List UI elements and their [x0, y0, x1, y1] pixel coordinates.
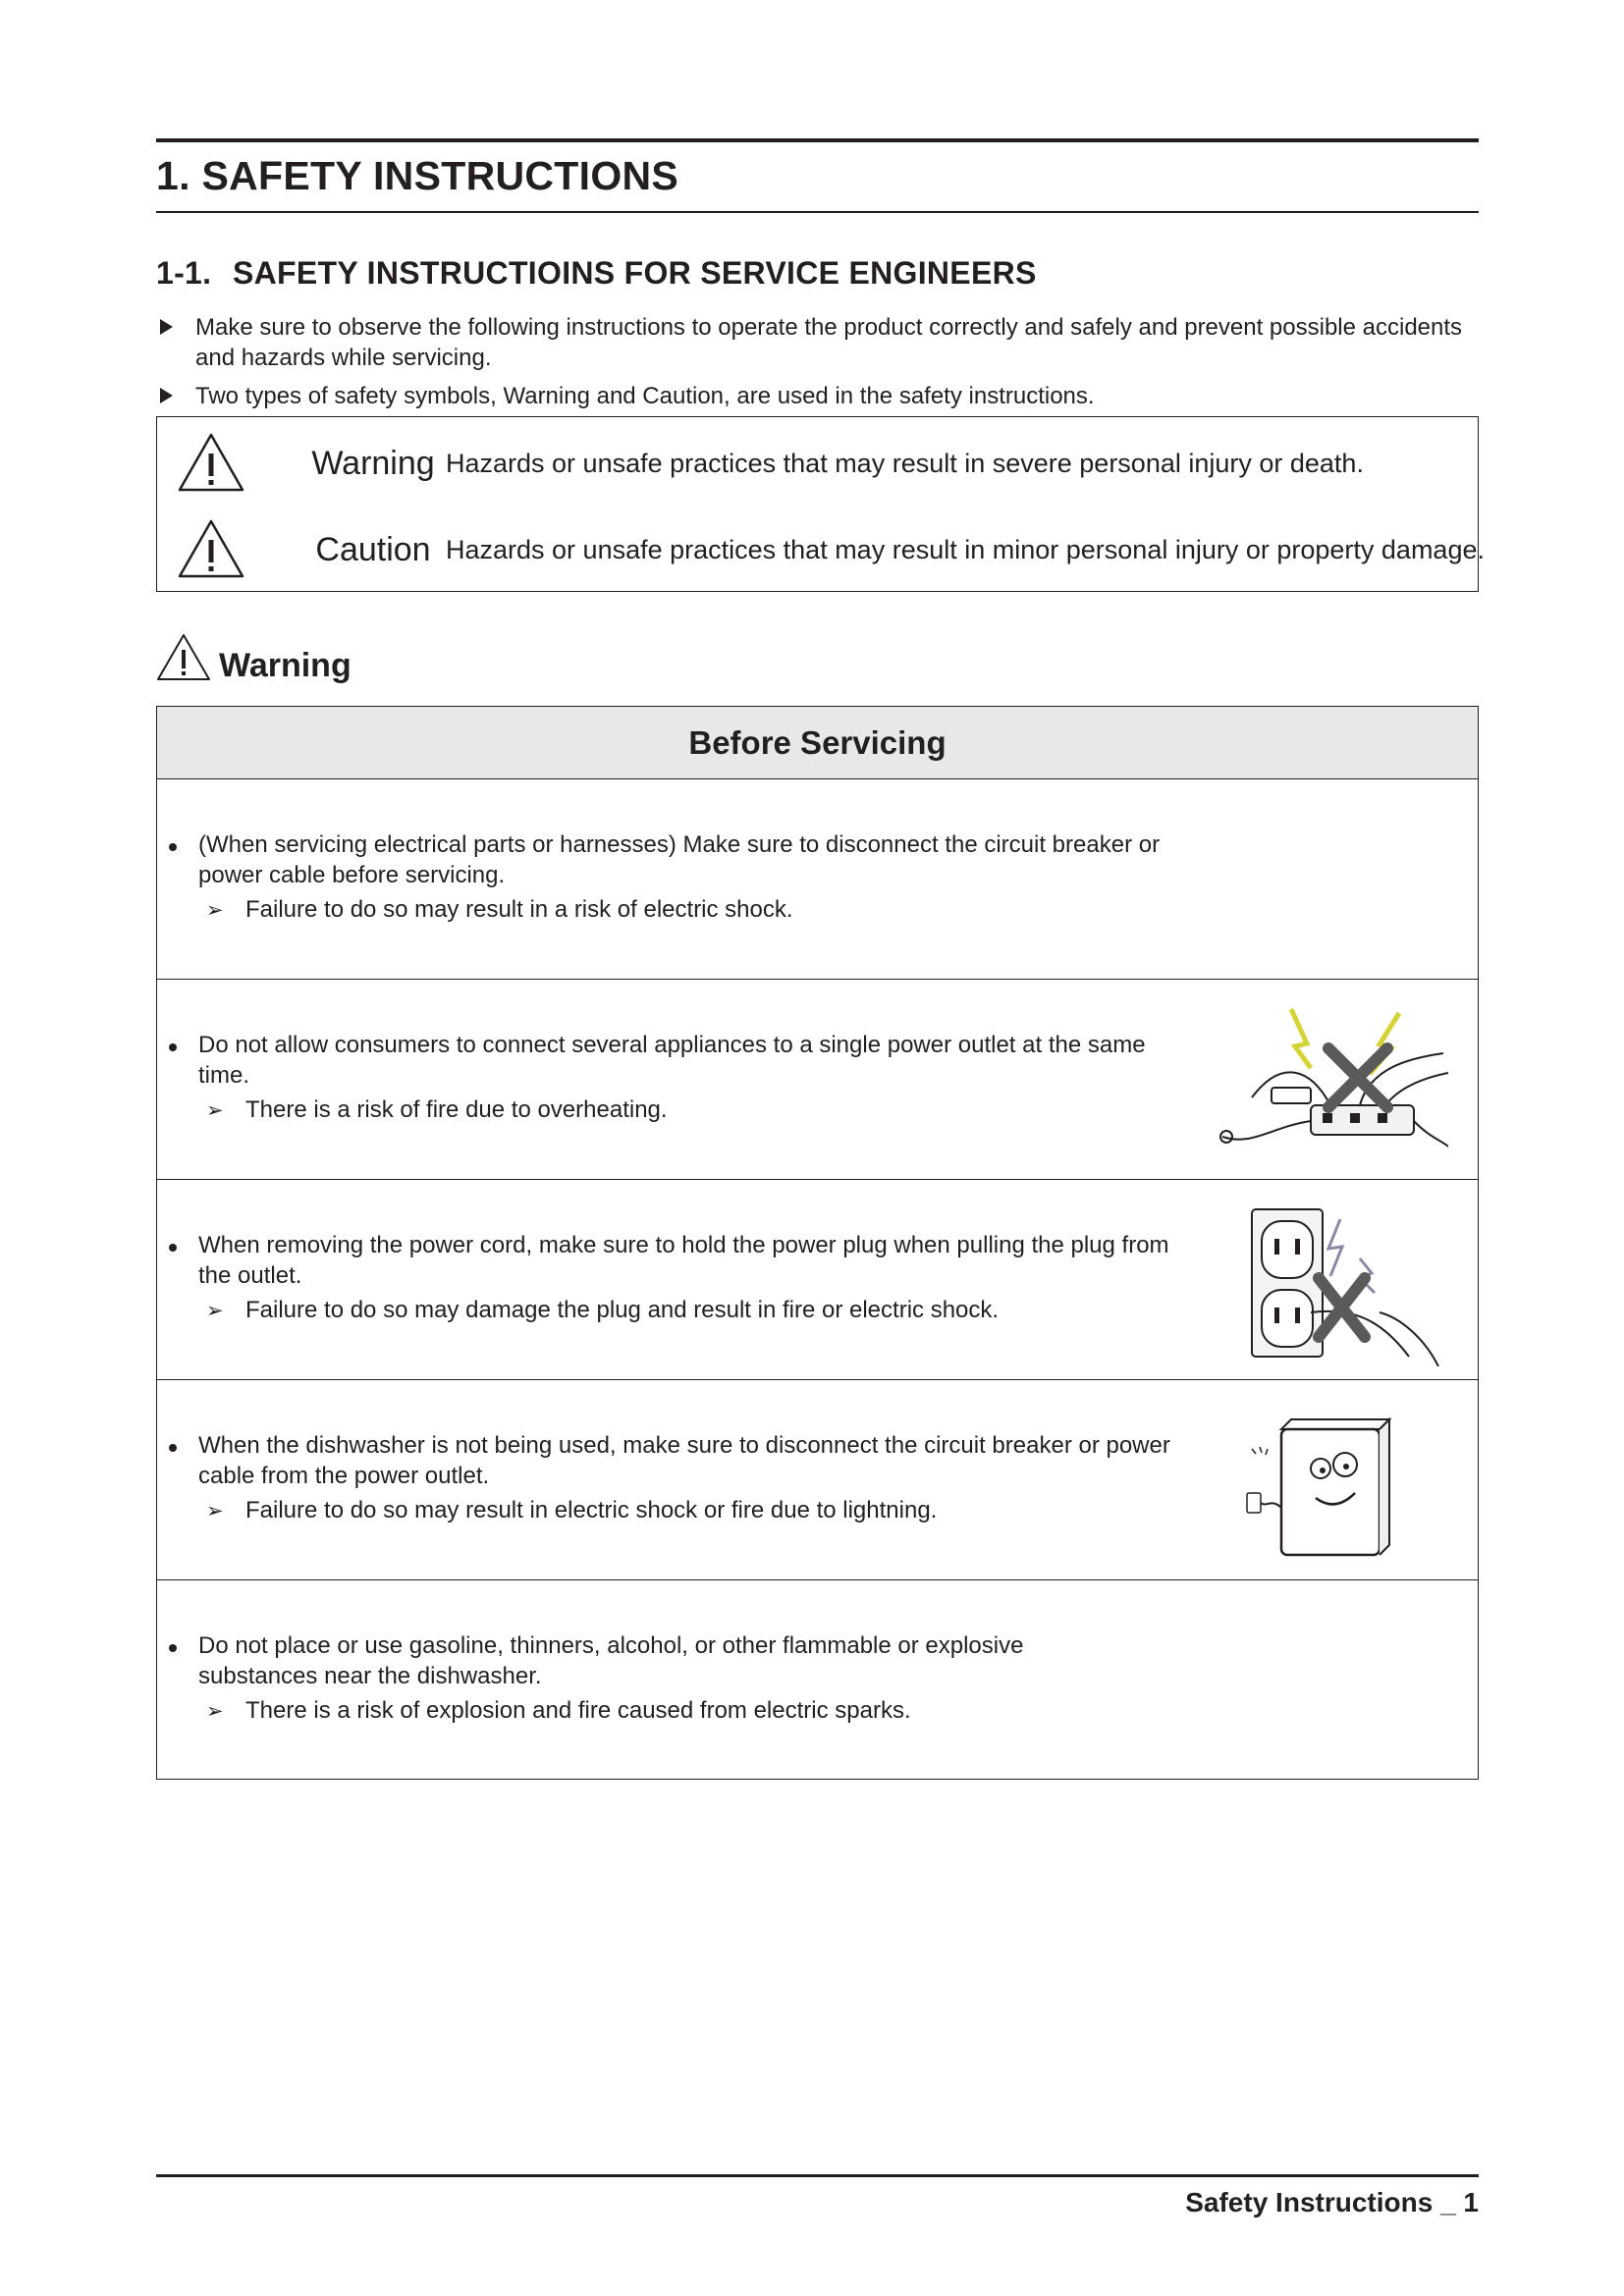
intro-item: [156, 312, 1479, 373]
caution-triangle-icon: [177, 518, 245, 579]
consequence-line: [206, 894, 1188, 926]
legend-row-caution: [157, 513, 1485, 592]
warning-triangle-icon: [177, 432, 245, 493]
intro-text: Make sure to observe the following instructions to operate the product correctly and safely and prevent possible accidents and hazards while servicing.: [195, 314, 1463, 371]
consequence-text: Failure to do so may damage the plug and result in fire or electric shock.: [245, 1297, 1000, 1323]
warning-heading-label: Warning: [219, 647, 352, 684]
section-subtitle: [156, 255, 1037, 292]
consequence-line: [206, 1695, 1188, 1727]
top-rule: [156, 138, 1479, 142]
bullet-icon: [169, 1644, 177, 1652]
instruction-text: When the dishwasher is not being used, make sure to disconnect the circuit breaker or power cable from the power outlet.: [198, 1432, 1170, 1489]
instruction-text: When removing the power cord, make sure to hold the power plug when pulling the plug from the outlet.: [198, 1232, 1169, 1289]
consequence-text: There is a risk of fire due to overheating.: [245, 1096, 668, 1123]
bullet-icon: [169, 1244, 177, 1252]
subtitle-number: 1-1.: [156, 255, 212, 291]
symbol-legend: [156, 416, 1485, 592]
table-row: [157, 779, 1478, 980]
table-title: Before Servicing: [157, 707, 1478, 779]
legend-row-warning: [157, 427, 1478, 506]
manual-page: [156, 0, 1485, 2296]
intro-item: [156, 381, 1479, 411]
page-title: 1. SAFETY INSTRUCTIONS: [156, 153, 679, 198]
consequence-line: [206, 1295, 1188, 1326]
footer-rule: [156, 2174, 1479, 2177]
bullet-icon: [169, 1444, 177, 1452]
warning-triangle-icon: [156, 633, 211, 682]
consequence-line: [206, 1495, 1188, 1526]
table-row: [157, 1580, 1478, 1779]
arrowhead-icon: ➢: [206, 1499, 224, 1522]
legend-label: Warning: [311, 445, 435, 482]
bullet-icon: [169, 1043, 177, 1051]
instruction-text: Do not place or use gasoline, thinners, alcohol, or other flammable or explosive substances near the dishwasher.: [198, 1632, 1024, 1689]
before-servicing-table: [156, 706, 1479, 1780]
consequence-line: [206, 1095, 1188, 1126]
instruction-text: (When servicing electrical parts or harnesses) Make sure to disconnect the circuit breaker or power cable before servicing.: [198, 831, 1161, 888]
arrowhead-icon: ➢: [206, 898, 224, 922]
consequence-text: Failure to do so may result in a risk of electric shock.: [245, 896, 793, 923]
triangle-bullet-icon: [160, 319, 173, 335]
overloaded-power-strip-icon: [1213, 999, 1448, 1166]
page-footer: Safety Instructions _ 1: [1185, 2187, 1479, 2217]
title-rule: [156, 211, 1479, 213]
triangle-bullet-icon: [160, 388, 173, 403]
arrowhead-icon: ➢: [206, 1299, 224, 1322]
pulling-cord-from-outlet-icon: [1213, 1200, 1448, 1366]
table-row: [157, 1380, 1478, 1580]
table-row: [157, 1180, 1478, 1380]
legend-description: Hazards or unsafe practices that may result in severe personal injury or death.: [446, 449, 1364, 478]
intro-text: Two types of safety symbols, Warning and Caution, are used in the safety instructions.: [195, 383, 1095, 409]
legend-description: Hazards or unsafe practices that may result in minor personal injury or property damage.: [446, 535, 1485, 564]
subtitle-text: SAFETY INSTRUCTIOINS FOR SERVICE ENGINEERS: [233, 255, 1037, 291]
consequence-text: There is a risk of explosion and fire caused from electric sparks.: [245, 1697, 911, 1724]
arrowhead-icon: ➢: [206, 1699, 224, 1723]
arrowhead-icon: ➢: [206, 1098, 224, 1122]
dishwasher-unplugged-icon: [1213, 1400, 1448, 1567]
instruction-text: Do not allow consumers to connect several appliances to a single power outlet at the same time.: [198, 1032, 1146, 1089]
legend-label: Caution: [315, 531, 431, 568]
bullet-icon: [169, 843, 177, 851]
table-row: [157, 980, 1478, 1180]
consequence-text: Failure to do so may result in electric shock or fire due to lightning.: [245, 1497, 938, 1523]
